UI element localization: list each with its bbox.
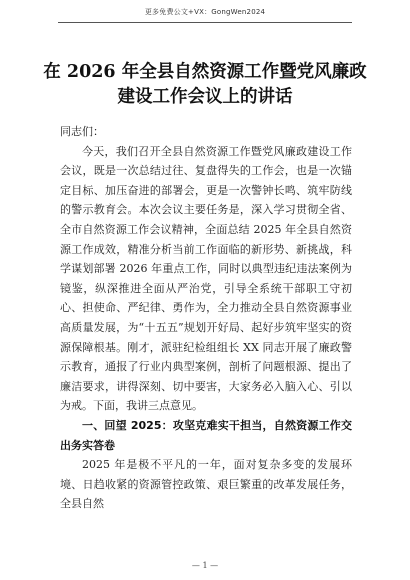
title-line-2: 建设工作会议上的讲话 — [117, 87, 293, 107]
paragraph-2: 2025 年是极不平凡的一年，面对复杂多变的发展环境、日趋收紧的资源管控政策、艰巨繁重的改革发展任务，全县自然 — [60, 458, 352, 511]
page-number: — 1 — — [191, 561, 219, 570]
paragraph-1: 今天，我们召开全县自然资源工作暨党风廉政建设工作会议，既是一次总结过往、复盘得失的工作会，也是一次锚定目标、加压奋进的部署会，更是一次警钟长鸣、筑牢防线的警示教育会。本次会议主要任务是，深入学习贯彻全省、全市自然资源工作会议精神，全面总结 2025 年全县自然资源工作成效，精准分析当前工作面临的新形势、新挑战，科学谋划部署 2026 年重点工作，同时以典型违纪违法案例为镜鉴，纵深推进全面从严治党，引导全系统干部职工守初心、担使命、严纪律、勇作为，全力推动全县自然资源事业高质量发展，为“十五五”规划开好局、起好步筑牢坚实的资源保障根基。刚才，派驻纪检组组长 XX 同志开展了廉政警示教育，通报了行业内典型案例，剖析了问题根源、提出了廉洁要求，讲得深刻、切中要害，大家务必入脑入心、引以为戒。下面，我讲三点意见。 — [60, 144, 352, 413]
title-line-1: 在 2026 年全县自然资源工作暨党风廉政 — [43, 62, 367, 82]
header-note: 更多免费公文+VX：GongWen2024 — [144, 8, 266, 16]
salutation: 同志们： — [60, 125, 104, 138]
document-body — [60, 122, 352, 514]
header-divider — [58, 22, 352, 23]
document-title — [40, 60, 370, 110]
section-heading-1: 一、回望 2025：攻坚克难实干担当，自然资源工作交出务实答卷 — [60, 418, 352, 452]
